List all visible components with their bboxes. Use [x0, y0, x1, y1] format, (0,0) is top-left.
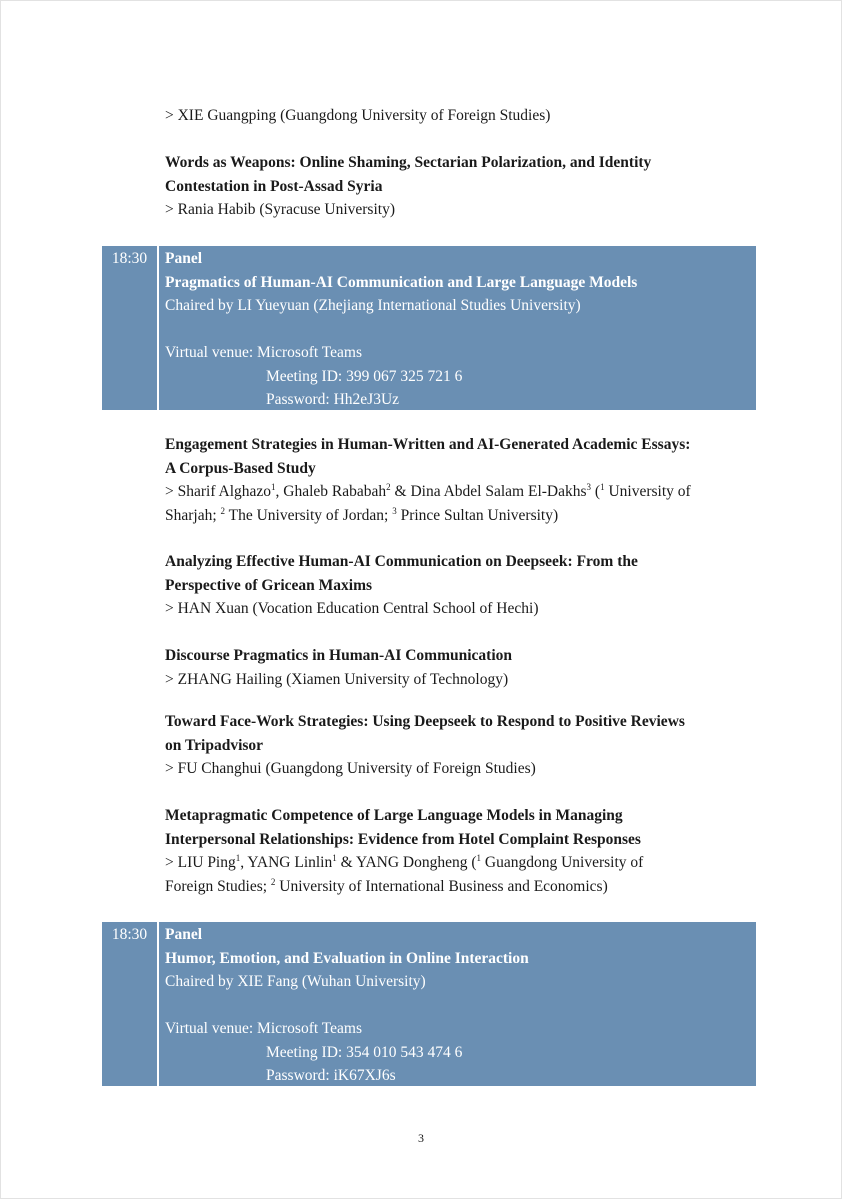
panel-title: Humor, Emotion, and Evaluation in Online Interaction [165, 949, 529, 967]
paper-author: > Rania Habib (Syracuse University) [165, 201, 395, 218]
paper-affiliations: Foreign Studies; $^2$ University of International Business and Economics) [165, 876, 608, 895]
meeting-id: Meeting ID: 399 067 325 721 6 [266, 367, 463, 385]
paper-title-cont: Interpersonal Relationships: Evidence from Hotel Complaint Responses [165, 830, 641, 848]
paper-title-cont: Contestation in Post-Assad Syria [165, 177, 383, 195]
paper-title-cont: A Corpus-Based Study [165, 459, 316, 477]
author-line: > XIE Guangping (Guangdong University of Foreign Studies) [165, 107, 551, 124]
paper-title: Discourse Pragmatics in Human-AI Communication [165, 647, 513, 664]
paper-engagement-strategies [165, 433, 765, 527]
paper-face-work [165, 710, 765, 781]
panel-chair: Chaired by LI Yueyuan (Zhejiang International Studies University) [165, 297, 581, 314]
virtual-venue: Virtual venue: Microsoft Teams [165, 1020, 362, 1037]
panel-content [165, 247, 752, 412]
paper-affiliations: Sharjah; $^2$ The University of Jordan; $^3$ Prince Sultan University) [165, 505, 559, 524]
prev-paper-author [165, 104, 765, 128]
paper-analyzing-effective [165, 550, 765, 621]
paper-title: Words as Weapons: Online Shaming, Sectarian Polarization, and Identity [165, 154, 652, 171]
panel-title: Pragmatics of Human-AI Communication and Large Language Models [165, 273, 638, 291]
session-time: 18:30 [102, 922, 159, 1086]
panel-chair: Chaired by XIE Fang (Wuhan University) [165, 973, 426, 990]
page-number: 3 [418, 1131, 424, 1145]
panel-content [165, 923, 752, 1088]
spacer [165, 318, 752, 342]
paper-author: > FU Changhui (Guangdong University of Foreign Studies) [165, 760, 536, 777]
paper-title-cont: on Tripadvisor [165, 736, 264, 754]
session-time: 18:30 [102, 246, 159, 410]
paper-author: > ZHANG Hailing (Xiamen University of Technology) [165, 670, 509, 688]
paper-metapragmatic [165, 804, 765, 898]
paper-title: Analyzing Effective Human-AI Communication on Deepseek: From the [165, 553, 638, 570]
panel-session-2 [102, 922, 756, 1086]
paper-author: > HAN Xuan (Vocation Education Central School of Hechi) [165, 600, 539, 617]
panel-label: Panel [165, 250, 203, 267]
paper-title: Metapragmatic Competence of Large Language Models in Managing [165, 807, 623, 824]
panel-session-1 [102, 246, 756, 410]
spacer [165, 994, 752, 1018]
paper-discourse-pragmatics [165, 644, 765, 691]
paper-words-as-weapons [165, 151, 765, 222]
meeting-id: Meeting ID: 354 010 543 474 6 [266, 1043, 463, 1061]
paper-authors: > Sharif Alghazo$^1$, Ghaleb Rababah$^2$ & Dina Abdel Salam El-Dakhs$^3$ ($^1$ University of [165, 481, 691, 500]
meeting-password: Password: iK67XJ6s [266, 1067, 396, 1084]
paper-title: Toward Face-Work Strategies: Using Deepseek to Respond to Positive Reviews [165, 713, 685, 730]
paper-authors: > LIU Ping$^1$, YANG Linlin$^1$ & YANG Dongheng ($^1$ Guangdong University of [165, 852, 644, 871]
paper-title: Engagement Strategies in Human-Written and AI-Generated Academic Essays: [165, 436, 691, 453]
paper-title-cont: Perspective of Gricean Maxims [165, 576, 373, 594]
meeting-password: Password: Hh2eJ3Uz [266, 391, 400, 408]
virtual-venue: Virtual venue: Microsoft Teams [165, 344, 362, 361]
panel-label: Panel [165, 926, 203, 943]
